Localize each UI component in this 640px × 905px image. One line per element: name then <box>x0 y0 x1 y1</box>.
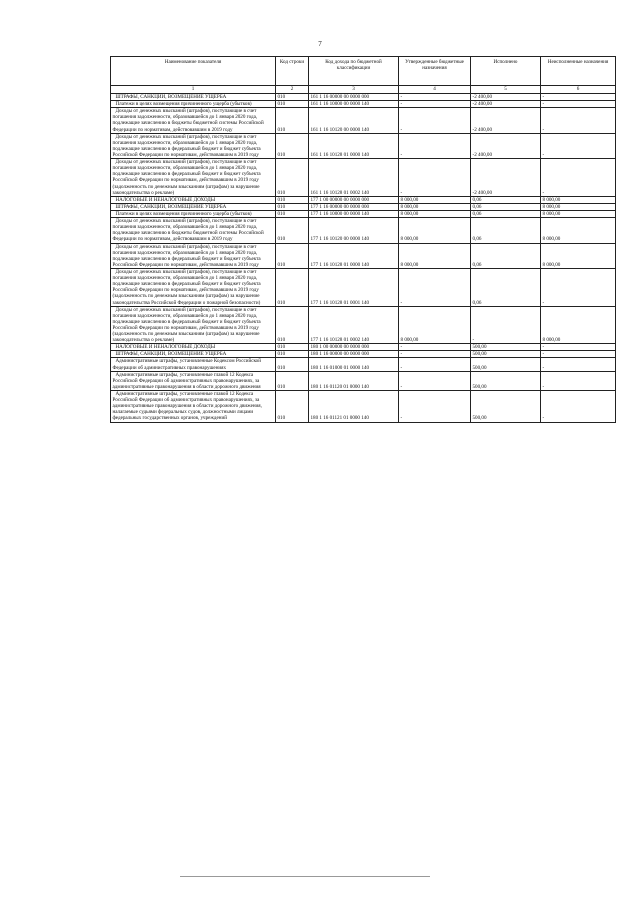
row-unexecuted: - <box>541 159 616 197</box>
row-name: Доходы от денежных взысканий (штрафов), поступающие в счет погашения задолженности, образовавшейся до 1 января 2020 года, подлежащие зачислению в федеральный бюджет и бюджет субъекта Российской Федерации по нормативам, действовавшим в 2019 году (задолженность по денежным взысканиям (штрафам) за нарушение законодательства Российской Федерации о пожарной безопасности) <box>111 268 276 306</box>
row-executed: 0,06 <box>471 210 541 217</box>
row-line-code: 010 <box>276 196 309 203</box>
row-executed: -2 400,00 <box>471 133 541 158</box>
row-revenue-code: 177 1 16 10128 01 0001 140 <box>309 268 399 306</box>
row-name: Административные штрафы, установленные главой 12 Кодекса Российской Федерации об административных правонарушениях, за административные правонарушения в области дорожного движения <box>111 371 276 390</box>
row-line-code: 010 <box>276 203 309 210</box>
row-name: ШТРАФЫ, САНКЦИИ, ВОЗМЕЩЕНИЕ УЩЕРБА <box>111 351 276 358</box>
row-unexecuted: - <box>541 371 616 390</box>
row-executed: 0,06 <box>471 218 541 243</box>
row-revenue-code: 161 1 16 10120 00 0000 140 <box>309 108 399 133</box>
row-approved: 8 000,00 <box>399 306 471 344</box>
column-header-revenue-code: Код дохода по бюджетной классификации <box>309 57 399 86</box>
column-header-line-code: Код строки <box>276 57 309 86</box>
row-revenue-code: 180 1 16 01120 01 0000 140 <box>309 371 399 390</box>
row-line-code: 010 <box>276 210 309 217</box>
row-revenue-code: 177 1 16 10128 01 0002 140 <box>309 306 399 344</box>
row-approved: - <box>399 268 471 306</box>
row-approved: - <box>399 159 471 197</box>
row-approved: - <box>399 371 471 390</box>
row-line-code: 010 <box>276 344 309 351</box>
row-name: Платежи в целях возмещения причиненного ущерба (убытков) <box>111 101 276 108</box>
row-line-code: 010 <box>276 351 309 358</box>
row-name: Административные штрафы, установленные главой 12 Кодекса Российской Федерации об административных правонарушениях, за административные правонарушения в области дорожного движения, налагаемые судьями федеральных судов, должностными лицами федеральных государственных органов, учреждений <box>111 391 276 423</box>
row-revenue-code: 180 1 16 00000 00 0000 000 <box>309 351 399 358</box>
row-revenue-code: 161 1 16 10000 00 0000 140 <box>309 101 399 108</box>
row-approved: 8 000,00 <box>399 243 471 268</box>
table-row <box>111 351 616 358</box>
row-name: ШТРАФЫ, САНКЦИИ, ВОЗМЕЩЕНИЕ УЩЕРБА <box>111 94 276 101</box>
row-line-code: 010 <box>276 391 309 423</box>
row-executed: 0,06 <box>471 243 541 268</box>
row-name: НАЛОГОВЫЕ И НЕНАЛОГОВЫЕ ДОХОДЫ <box>111 196 276 203</box>
row-executed: 500,00 <box>471 371 541 390</box>
table-row <box>111 108 616 133</box>
table-row <box>111 371 616 390</box>
row-unexecuted: - <box>541 108 616 133</box>
row-approved: - <box>399 133 471 158</box>
row-line-code: 010 <box>276 133 309 158</box>
row-approved: 8 000,00 <box>399 196 471 203</box>
row-unexecuted: 8 000,00 <box>541 210 616 217</box>
revenue-report-table <box>110 56 616 423</box>
row-executed: 500,00 <box>471 351 541 358</box>
row-executed: 500,00 <box>471 358 541 371</box>
row-approved: 8 000,00 <box>399 203 471 210</box>
row-unexecuted: 8 000,00 <box>541 203 616 210</box>
row-revenue-code: 161 1 16 10128 01 0000 140 <box>309 133 399 158</box>
row-executed: -2 400,00 <box>471 108 541 133</box>
row-unexecuted: - <box>541 101 616 108</box>
row-revenue-code: 177 1 16 10128 01 0000 140 <box>309 243 399 268</box>
row-unexecuted: - <box>541 344 616 351</box>
row-approved: 8 000,00 <box>399 210 471 217</box>
table-row <box>111 210 616 217</box>
row-approved: - <box>399 94 471 101</box>
table-row <box>111 196 616 203</box>
row-name: Административные штрафы, установленные Кодексом Российской Федерации об административных правонарушениях <box>111 358 276 371</box>
row-executed: -2 400,00 <box>471 159 541 197</box>
row-unexecuted: - <box>541 358 616 371</box>
row-line-code: 010 <box>276 94 309 101</box>
row-revenue-code: 177 1 16 10120 00 0000 140 <box>309 218 399 243</box>
row-line-code: 010 <box>276 268 309 306</box>
row-revenue-code: 161 1 16 00000 00 0000 000 <box>309 94 399 101</box>
row-approved: - <box>399 358 471 371</box>
table-row <box>111 344 616 351</box>
row-approved: - <box>399 391 471 423</box>
table-row <box>111 133 616 158</box>
row-name: Доходы от денежных взысканий (штрафов), поступающие в счет погашения задолженности, образовавшейся до 1 января 2020 года, подлежащие зачислению в бюджеты бюджетной системы Российской Федерации по нормативам, действовавшим в 2019 году <box>111 218 276 243</box>
row-executed: 500,00 <box>471 391 541 423</box>
row-line-code: 010 <box>276 358 309 371</box>
row-approved: - <box>399 344 471 351</box>
row-revenue-code: 180 1 16 01000 01 0000 140 <box>309 358 399 371</box>
row-name: Платежи в целях возмещения причиненного ущерба (убытков) <box>111 210 276 217</box>
row-revenue-code: 177 1 16 00000 00 0000 000 <box>309 203 399 210</box>
row-revenue-code: 177 1 00 00000 00 0000 000 <box>309 196 399 203</box>
row-line-code: 010 <box>276 306 309 344</box>
row-executed: -2 400,00 <box>471 94 541 101</box>
row-executed: 500,00 <box>471 344 541 351</box>
row-revenue-code: 180 1 00 00000 00 0000 000 <box>309 344 399 351</box>
column-header-name: Наименование показателя <box>111 57 276 86</box>
row-name: ШТРАФЫ, САНКЦИИ, ВОЗМЕЩЕНИЕ УЩЕРБА <box>111 203 276 210</box>
row-unexecuted: - <box>541 133 616 158</box>
row-revenue-code: 177 1 16 10000 00 0000 140 <box>309 210 399 217</box>
table-row <box>111 101 616 108</box>
row-name: Доходы от денежных взысканий (штрафов), поступающие в счет погашения задолженности, образовавшейся до 1 января 2020 года, подлежащие зачислению в федеральный бюджет и бюджет субъекта Российской Федерации по нормативам, действовавшим в 2019 году (задолженность по денежным взысканиям (штрафам) за нарушение законодательства о рекламе) <box>111 306 276 344</box>
row-name: Доходы от денежных взысканий (штрафов), поступающие в счет погашения задолженности, образовавшейся до 1 января 2020 года, подлежащие зачислению в бюджеты бюджетной системы Российской Федерации по нормативам, действовавшим в 2019 году <box>111 108 276 133</box>
row-revenue-code: 180 1 16 01121 01 0000 140 <box>309 391 399 423</box>
row-line-code: 010 <box>276 101 309 108</box>
row-unexecuted: - <box>541 94 616 101</box>
column-header-executed: Исполнено <box>471 57 541 86</box>
row-executed: 0,06 <box>471 203 541 210</box>
row-executed: - <box>471 306 541 344</box>
page-bottom-rule <box>180 876 430 877</box>
row-name: Доходы от денежных взысканий (штрафов), поступающие в счет погашения задолженности, образовавшейся до 1 января 2020 года, подлежащие зачислению в федеральный бюджет и бюджет субъекта Российской Федерации по нормативам, действовавшим в 2019 году <box>111 243 276 268</box>
row-name: НАЛОГОВЫЕ И НЕНАЛОГОВЫЕ ДОХОДЫ <box>111 344 276 351</box>
table-row <box>111 94 616 101</box>
table-header-row <box>111 57 616 86</box>
column-header-approved: Утвержденные бюджетные назначения <box>399 57 471 86</box>
row-unexecuted: 8 000,00 <box>541 306 616 344</box>
row-unexecuted: - <box>541 268 616 306</box>
row-approved: - <box>399 351 471 358</box>
table-row <box>111 358 616 371</box>
table-row <box>111 306 616 344</box>
page-number: 7 <box>318 40 322 48</box>
table-row <box>111 243 616 268</box>
row-executed: 0,06 <box>471 268 541 306</box>
table-row <box>111 159 616 197</box>
column-number-row <box>111 86 616 94</box>
row-name: Доходы от денежных взысканий (штрафов), поступающие в счет погашения задолженности, образовавшейся до 1 января 2020 года, подлежащие зачислению в федеральный бюджет и бюджет субъекта Российской Федерации по нормативам, действовавшим в 2019 году <box>111 133 276 158</box>
table-row <box>111 203 616 210</box>
row-line-code: 010 <box>276 371 309 390</box>
column-number: 3 <box>309 86 399 94</box>
row-line-code: 010 <box>276 218 309 243</box>
column-number: 5 <box>471 86 541 94</box>
row-unexecuted: - <box>541 391 616 423</box>
row-executed: 0,06 <box>471 196 541 203</box>
row-unexecuted: 8 000,00 <box>541 196 616 203</box>
row-approved: 8 000,00 <box>399 218 471 243</box>
row-unexecuted: - <box>541 351 616 358</box>
row-line-code: 010 <box>276 159 309 197</box>
column-number: 2 <box>276 86 309 94</box>
table-row <box>111 268 616 306</box>
row-line-code: 010 <box>276 108 309 133</box>
column-header-unexecuted: Неисполненные назначения <box>541 57 616 86</box>
row-approved: - <box>399 108 471 133</box>
row-revenue-code: 161 1 16 10128 01 0002 140 <box>309 159 399 197</box>
row-name: Доходы от денежных взысканий (штрафов), поступающие в счет погашения задолженности, образовавшейся до 1 января 2020 года, подлежащие зачислению в федеральный бюджет и бюджет субъекта Российской Федерации по нормативам, действовавшим в 2019 году (задолженность по денежным взысканиям (штрафам) за нарушение законодательства о рекламе) <box>111 159 276 197</box>
row-executed: -2 400,00 <box>471 101 541 108</box>
row-approved: - <box>399 101 471 108</box>
column-number: 1 <box>111 86 276 94</box>
row-line-code: 010 <box>276 243 309 268</box>
table-row <box>111 391 616 423</box>
row-unexecuted: 8 000,00 <box>541 243 616 268</box>
row-unexecuted: 8 000,00 <box>541 218 616 243</box>
column-number: 4 <box>399 86 471 94</box>
table-row <box>111 218 616 243</box>
column-number: 6 <box>541 86 616 94</box>
